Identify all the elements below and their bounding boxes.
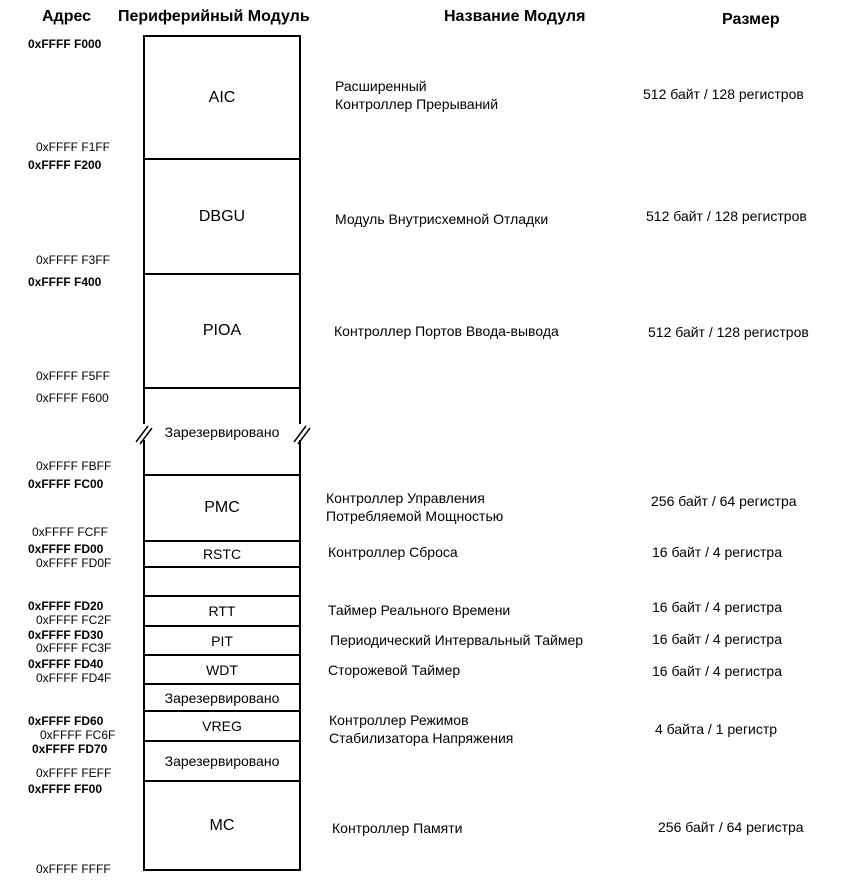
module-name-line: Контроллер Прерываний <box>335 96 499 112</box>
block-label: PIT <box>211 632 233 649</box>
address-label: 0xFFFF FBFF <box>36 459 112 473</box>
address-label: 0xFFFF FC3F <box>36 641 112 655</box>
address-label: 0xFFFF FD20 <box>28 599 104 613</box>
address-label: 0xFFFF FD4F <box>36 671 112 685</box>
block-label: Зарезервировано <box>164 689 280 706</box>
header-peripheral-module: Периферийный Модуль <box>118 8 310 25</box>
address-label: 0xFFFF FEFF <box>36 766 112 780</box>
module-name-line: Стабилизатора Напряжения <box>329 730 514 746</box>
module-name-pioa: Контроллер Портов Ввода-вывода <box>334 323 559 339</box>
size-aic: 512 байт / 128 регистров <box>643 86 804 102</box>
module-name-dbgu: Модуль Внутрисхемной Отладки <box>335 211 549 227</box>
module-name-rstc: Контроллер Сброса <box>328 544 458 560</box>
module-name-aic <box>335 77 498 113</box>
address-label: 0xFFFF FD00 <box>28 542 104 556</box>
address-label: 0xFFFF FC2F <box>36 613 112 627</box>
module-name-line: Потребляемой Мощностью <box>326 508 504 524</box>
address-label: 0xFFFF FCFF <box>32 525 108 539</box>
address-label: 0xFFFF FD60 <box>28 714 104 728</box>
block-label: Зарезервировано <box>164 423 280 440</box>
size-pioa: 512 байт / 128 регистров <box>648 324 809 340</box>
module-name-line: Расширенный <box>335 78 427 94</box>
module-name-vreg <box>329 711 513 747</box>
address-label: 0xFFFF F3FF <box>36 253 110 267</box>
block-label: MC <box>209 816 235 834</box>
block-label: Зарезервировано <box>164 753 280 769</box>
block-label: DBGU <box>198 207 246 225</box>
block-label: RSTC <box>202 546 242 562</box>
size-rstc: 16 байт / 4 регистра <box>652 544 783 560</box>
module-name-pit: Периодический Интервальный Таймер <box>330 632 584 648</box>
address-label: 0xFFFF F000 <box>28 37 102 51</box>
address-label: 0xFFFF FD40 <box>28 657 104 671</box>
address-label: 0xFFFF FD30 <box>28 628 104 642</box>
block-label: WDT <box>206 661 238 678</box>
size-vreg: 4 байта / 1 регистр <box>655 721 778 737</box>
size-pmc: 256 байт / 64 регистра <box>651 493 797 509</box>
address-label: 0xFFFF F5FF <box>36 369 110 383</box>
module-name-wdt: Сторожевой Таймер <box>328 662 461 678</box>
address-label: 0xFFFF FC6F <box>40 728 116 742</box>
address-label: 0xFFFF FC00 <box>28 477 104 491</box>
module-name-rtt: Таймер Реального Времени <box>328 602 511 618</box>
address-label: 0xFFFF FD70 <box>32 742 108 756</box>
size-pit: 16 байт / 4 регистра <box>652 631 783 647</box>
address-label: 0xFFFF F600 <box>36 391 109 405</box>
address-label: 0xFFFF FF00 <box>28 782 103 796</box>
size-dbgu: 512 байт / 128 регистров <box>646 208 807 224</box>
size-mc: 256 байт / 64 регистра <box>658 819 804 835</box>
block-label: RTT <box>208 603 236 619</box>
module-name-line: Контроллер Режимов <box>329 712 469 728</box>
address-label: 0xFFFF F200 <box>28 158 102 172</box>
header-module-name: Название Модуля <box>444 8 586 25</box>
header-address: Адрес <box>42 8 92 25</box>
module-name-line: Контроллер Управления <box>326 490 485 506</box>
size-rtt: 16 байт / 4 регистра <box>652 599 783 615</box>
header-size: Размер <box>722 11 780 28</box>
block-label: AIC <box>208 88 236 106</box>
block-label: VREG <box>202 718 242 734</box>
address-label: 0xFFFF F1FF <box>36 140 110 154</box>
address-label: 0xFFFF FD0F <box>36 556 112 570</box>
block-label: PIOA <box>202 322 242 339</box>
module-name-mc: Контроллер Памяти <box>332 820 463 836</box>
address-label: 0xFFFF F400 <box>28 275 102 289</box>
address-label: 0xFFFF FFFF <box>36 862 111 876</box>
block-label: PMC <box>204 499 240 516</box>
size-wdt: 16 байт / 4 регистра <box>652 663 783 679</box>
module-name-pmc <box>326 489 503 525</box>
